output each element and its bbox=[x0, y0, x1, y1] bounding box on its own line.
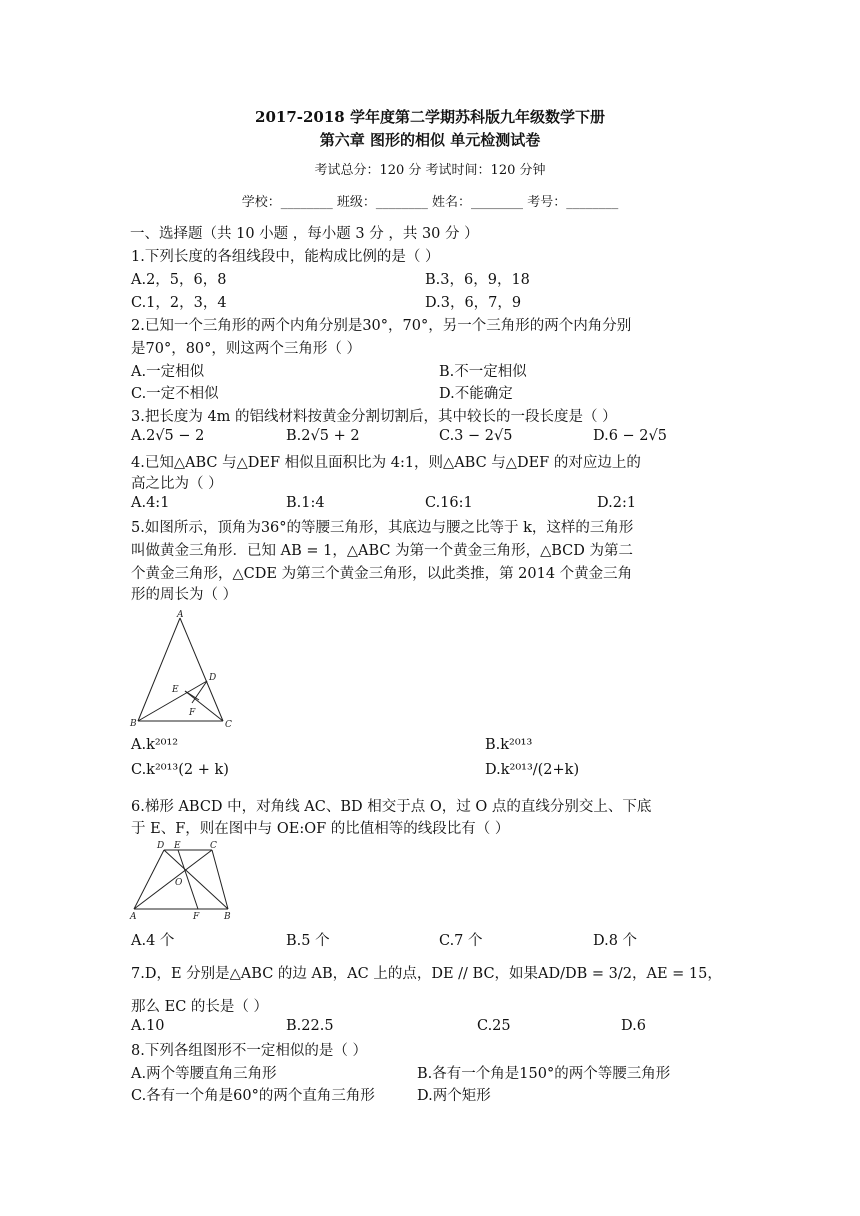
fig2-label-f: F bbox=[193, 912, 200, 922]
q4-option-a: A.4:1 bbox=[131, 495, 170, 511]
q5-stem-3: 个黄金三角形，△CDE 为第三个黄金三角形，以此类推，第 2014 个黄金三角 bbox=[131, 566, 633, 582]
q7-stem-2: 那么 EC 的长是（ ） bbox=[131, 999, 269, 1015]
q6-stem-2: 于 E、F，则在图中与 OE:OF 的比值相等的线段比有（ ） bbox=[131, 821, 510, 837]
q5-stem-4: 形的周长为（ ） bbox=[131, 587, 238, 603]
q2-options bbox=[131, 360, 731, 380]
page-subtitle: 第六章 图形的相似 单元检测试卷 bbox=[319, 131, 541, 149]
trapezoid-figure bbox=[126, 838, 238, 922]
q8-option-a: A.两个等腰直角三角形 bbox=[131, 1066, 277, 1082]
fig1-label-f: F bbox=[189, 708, 196, 718]
q5-option-b: B.k²⁰¹³ bbox=[485, 737, 533, 753]
q2-option-b: B.不一定相似 bbox=[439, 364, 527, 380]
q7-options bbox=[131, 1018, 731, 1038]
q3-option-c: C.3 − 2√5 bbox=[439, 428, 513, 444]
q2-stem-2: 是70°，80°，则这两个三角形（ ） bbox=[131, 341, 362, 357]
q7-stem-1: 7.D，E 分别是△ABC 的边 AB，AC 上的点，DE // BC，如果AD/DB = 3/2，AE = 15， bbox=[131, 966, 722, 982]
q8-options bbox=[131, 1062, 731, 1082]
fig1-label-d: D bbox=[209, 673, 217, 683]
q3-options bbox=[131, 428, 731, 448]
fig2-label-c: C bbox=[210, 841, 217, 851]
q1-stem: 1.下列长度的各组线段中，能构成比例的是（ ） bbox=[131, 249, 440, 265]
fig1-label-b: B bbox=[130, 719, 137, 729]
q5-option-a: A.k²⁰¹² bbox=[131, 737, 179, 753]
fig2-label-a: A bbox=[130, 912, 137, 922]
q3-option-d: D.6 − 2√5 bbox=[593, 428, 668, 444]
q4-options bbox=[131, 495, 731, 515]
q1-option-a: A.2，5，6，8 bbox=[131, 272, 227, 288]
q2-stem-1: 2.已知一个三角形的两个内角分别是30°，70°，另一个三角形的两个内角分别 bbox=[131, 318, 632, 334]
student-info: 学校：________ 班级：________ 姓名：________ 考号：________ bbox=[241, 195, 619, 210]
q1-option-d: D.3，6，7，9 bbox=[425, 295, 522, 311]
q2-options-2 bbox=[131, 382, 731, 402]
fig2-label-e: E bbox=[174, 841, 181, 851]
q8-stem: 8.下列各组图形不一定相似的是（ ） bbox=[131, 1043, 367, 1059]
q7-option-b: B.22.5 bbox=[286, 1018, 334, 1034]
q2-option-a: A.一定相似 bbox=[131, 364, 205, 380]
q6-option-b: B.5 个 bbox=[286, 933, 330, 949]
q2-option-d: D.不能确定 bbox=[439, 386, 513, 402]
q5-option-c: C.k²⁰¹³(2 + k) bbox=[131, 762, 229, 778]
q8-options-2 bbox=[131, 1084, 731, 1104]
q5-stem-2: 叫做黄金三角形．已知 AB = 1，△ABC 为第一个黄金三角形，△BCD 为第二 bbox=[131, 543, 633, 559]
page-title: 2017-2018 学年度第二学期苏科版九年级数学下册 bbox=[255, 108, 605, 126]
fig2-label-b: B bbox=[224, 912, 231, 922]
q1-option-b: B.3，6，9，18 bbox=[425, 272, 530, 288]
q7-option-d: D.6 bbox=[621, 1018, 646, 1034]
golden-triangle-figure bbox=[128, 608, 238, 730]
q5-stem-1: 5.如图所示，顶角为36°的等腰三角形，其底边与腰之比等于 k，这样的三角形 bbox=[131, 520, 634, 536]
fig2-label-d: D bbox=[157, 841, 165, 851]
q6-option-a: A.4 个 bbox=[131, 933, 175, 949]
q4-option-c: C.16:1 bbox=[425, 495, 473, 511]
q4-option-b: B.1:4 bbox=[286, 495, 325, 511]
section-heading: 一、选择题（共 10 小题 ，每小题 3 分 ，共 30 分 ） bbox=[130, 226, 479, 242]
q5-options bbox=[131, 737, 731, 757]
q6-option-d: D.8 个 bbox=[593, 933, 638, 949]
q4-stem-1: 4.已知△ABC 与△DEF 相似且面积比为 4:1，则△ABC 与△DEF 的对应边上的 bbox=[131, 455, 641, 471]
fig1-label-c: C bbox=[225, 720, 232, 730]
exam-info: 考试总分：120 分 考试时间：120 分钟 bbox=[314, 163, 546, 178]
q5-option-d: D.k²⁰¹³/(2+k) bbox=[485, 762, 580, 778]
q4-stem-2: 高之比为（ ） bbox=[131, 476, 223, 492]
q6-option-c: C.7 个 bbox=[439, 933, 483, 949]
q3-option-b: B.2√5 + 2 bbox=[286, 428, 360, 444]
q2-option-c: C.一定不相似 bbox=[131, 386, 219, 402]
q4-option-d: D.2:1 bbox=[597, 495, 637, 511]
q1-options bbox=[131, 268, 731, 288]
q8-option-c: C.各有一个角是60°的两个直角三角形 bbox=[131, 1088, 375, 1104]
fig1-label-a: A bbox=[177, 610, 184, 620]
q7-option-c: C.25 bbox=[477, 1018, 511, 1034]
q1-options-2 bbox=[131, 291, 731, 311]
fig1-label-e: E bbox=[172, 685, 179, 695]
q1-option-c: C.1，2，3，4 bbox=[131, 295, 227, 311]
q5-options-2 bbox=[131, 762, 731, 782]
q7-option-a: A.10 bbox=[131, 1018, 165, 1034]
q6-stem-1: 6.梯形 ABCD 中，对角线 AC、BD 相交于点 O，过 O 点的直线分别交上、下底 bbox=[131, 799, 652, 815]
q3-option-a: A.2√5 − 2 bbox=[131, 428, 205, 444]
q8-option-b: B.各有一个角是150°的两个等腰三角形 bbox=[417, 1066, 671, 1082]
q3-stem: 3.把长度为 4m 的铝线材料按黄金分割切割后，其中较长的一段长度是（ ） bbox=[131, 409, 617, 425]
q6-options bbox=[131, 929, 731, 949]
q8-option-d: D.两个矩形 bbox=[417, 1088, 491, 1104]
fig2-label-o: O bbox=[175, 878, 183, 888]
